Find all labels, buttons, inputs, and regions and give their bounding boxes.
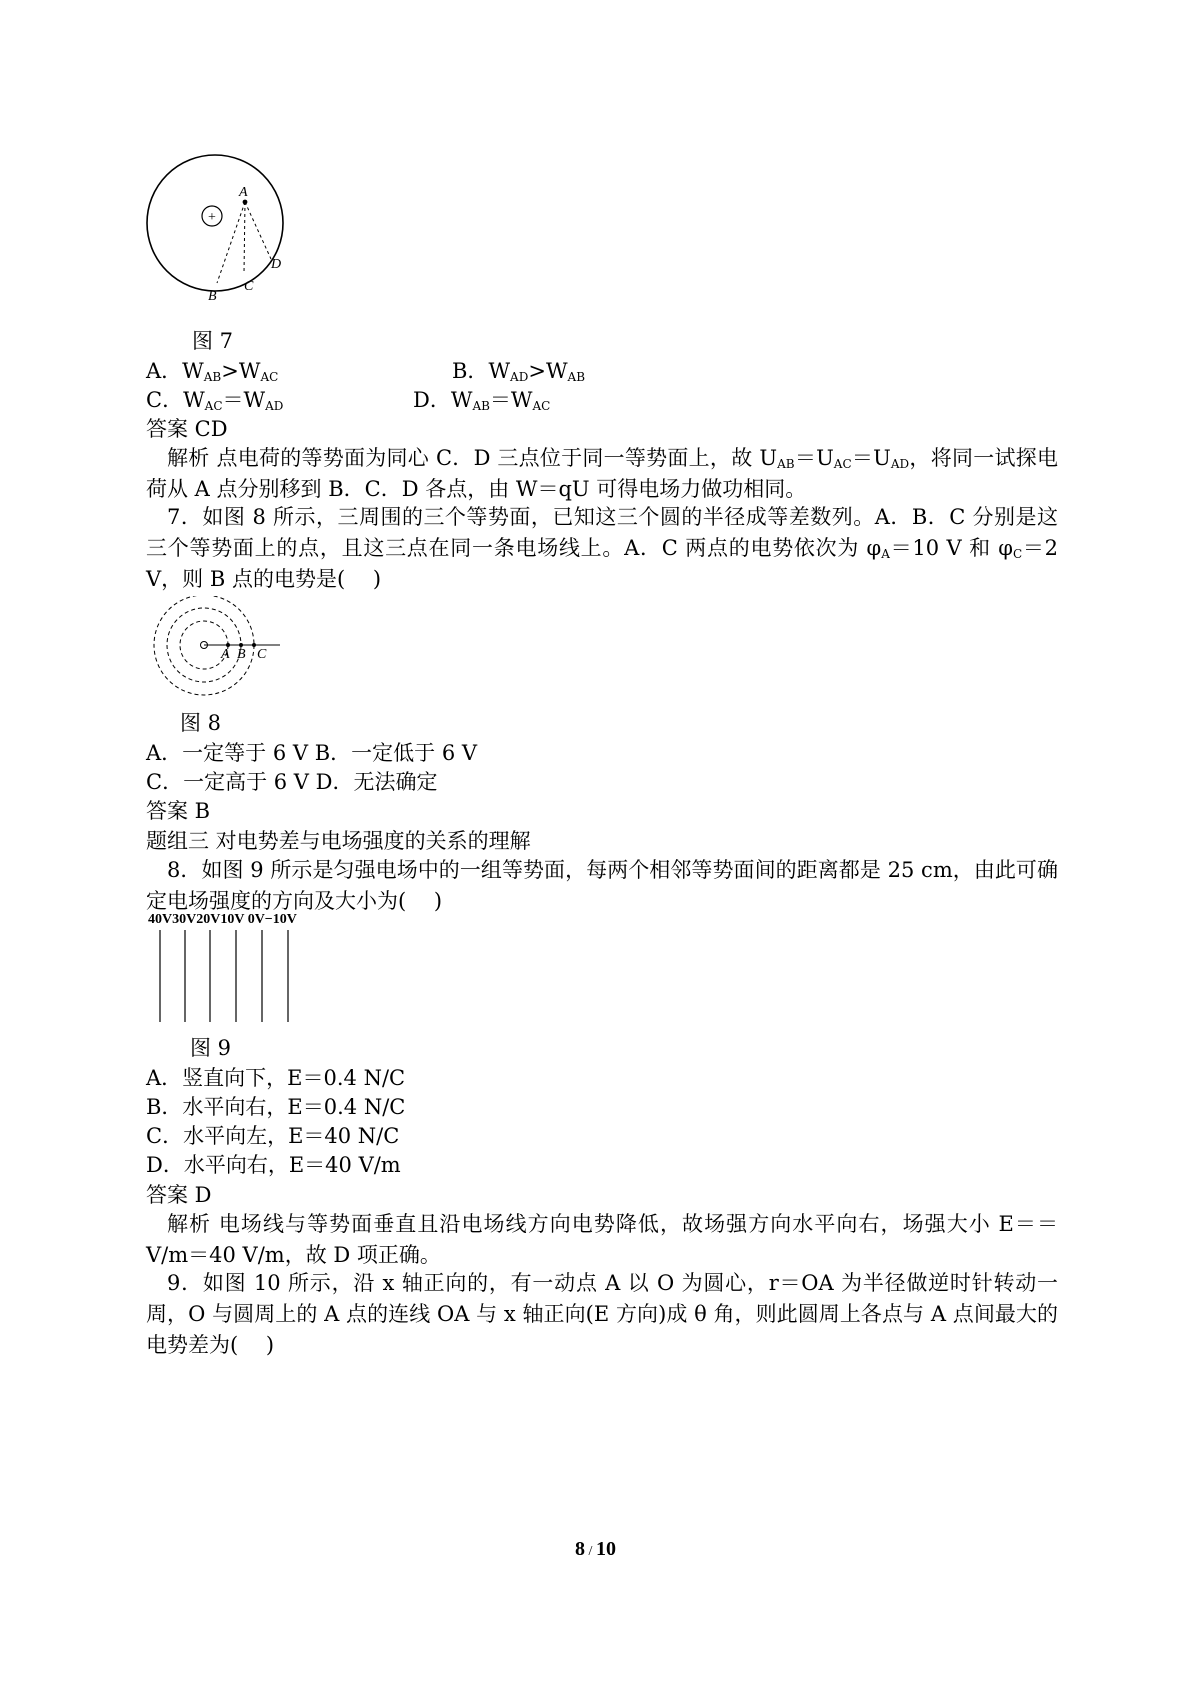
q6-answer: 答案 CD bbox=[146, 417, 228, 441]
q7-answer: 答案 B bbox=[146, 799, 211, 823]
q7-stem: 7．如图 8 所示，三周围的三个等势面，已知这三个圆的半径成等差数列。A．B．C 分别是这三个等势面上的点，且这三点在同一条电场线上。A．C 两点的电势依次为 $\varphi_A=10$ V 和 $\varphi_C=2$ V，则 B 点的电势是( ) bbox=[146, 505, 1058, 591]
fig7-label-a: A bbox=[239, 185, 248, 200]
q7-options-row1: A．一定等于 6 V B．一定低于 6 V bbox=[146, 741, 478, 765]
q8-option-a: A．竖直向下，E＝0.4 N/C bbox=[146, 1066, 406, 1090]
fig7-label-c: C bbox=[244, 279, 254, 294]
q9-stem: 9．如图 10 所示，沿 x 轴正向的，有一动点 A 以 O 为圆心，r＝OA 为半径做逆时针转动一周，O 与圆周上的 A 点的连线 OA 与 x 轴正向(E 方向)成 θ 角，则此圆周上各点与 A 点间最大的电势差为( ) bbox=[146, 1271, 1058, 1357]
q7-options-row2: C．一定高于 6 V D．无法确定 bbox=[146, 770, 438, 794]
q8-option-c: C．水平向左，E＝40 N/C bbox=[146, 1124, 400, 1148]
q8-analysis: 解析 电场线与等势面垂直且沿电场线方向电势降低，故场强方向水平向右，场强大小 E＝＝ V/m＝40 V/m，故 D 项正确。 bbox=[146, 1212, 1058, 1267]
fig7-line-ac bbox=[244, 202, 245, 273]
q8-option-b: B．水平向右，E＝0.4 N/C bbox=[146, 1095, 406, 1119]
fig7-label-d: D bbox=[271, 257, 282, 272]
fig9-potential-labels: 40V30V20V10V 0V−10V bbox=[148, 912, 297, 927]
figure-7 bbox=[140, 145, 300, 305]
fig8-caption: 图 8 bbox=[180, 711, 222, 735]
fig8-point-c bbox=[252, 643, 256, 647]
fig7-label-b: B bbox=[208, 289, 217, 304]
q6-option-a: A．$W_{AB}>W_{AC}$ bbox=[146, 359, 279, 384]
figure-9 bbox=[150, 928, 300, 1024]
fig7-caption: 图 7 bbox=[192, 329, 234, 353]
fig7-plus-sign: + bbox=[208, 210, 216, 225]
figure-8 bbox=[146, 596, 286, 700]
fig7-line-ad bbox=[245, 202, 271, 259]
fig8-label-c: C bbox=[257, 647, 267, 662]
q6-analysis: 解析 点电荷的等势面为同心 C．D 三点位于同一等势面上，故 $U_{AB}=U_{AC}=U_{AD}$，将同一试探电荷从 A 点分别移到 B．C．D 各点，由 W＝qU 可得电场力做功相同。 bbox=[146, 446, 1058, 501]
page-number: 8 / 10 bbox=[575, 1538, 616, 1560]
group3-title: 题组三 对电势差与电场强度的关系的理解 bbox=[146, 829, 531, 853]
q8-stem: 8．如图 9 所示是匀强电场中的一组等势面，每两个相邻等势面间的距离都是 25 cm，由此可确定电场强度的方向及大小为( ) bbox=[146, 858, 1058, 913]
q8-option-d: D．水平向右，E＝40 V/m bbox=[146, 1153, 401, 1177]
fig7-line-ab bbox=[217, 202, 245, 283]
q6-option-b: B．$W_{AD}>W_{AB}$ bbox=[452, 359, 586, 384]
q8-answer: 答案 D bbox=[146, 1183, 212, 1207]
fig9-caption: 图 9 bbox=[190, 1036, 232, 1060]
q6-option-d: D．$W_{AB}=W_{AC}$ bbox=[413, 388, 551, 413]
fig8-label-b: B bbox=[237, 647, 246, 662]
fig8-label-a: A bbox=[221, 647, 230, 662]
q6-option-c: C．$W_{AC}=W_{AD}$ bbox=[146, 388, 284, 413]
